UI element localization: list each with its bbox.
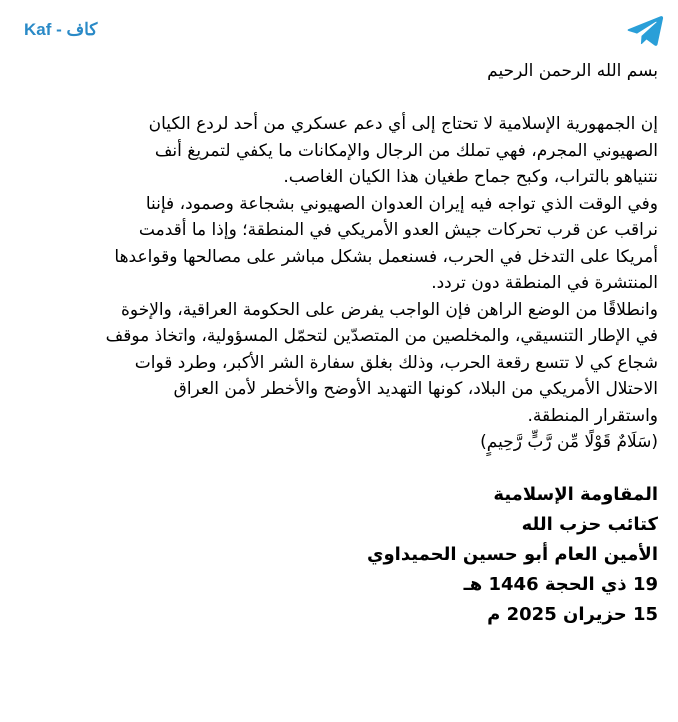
quran-quote: (سَلَامٌ قَوْلًا مِّن رَّبٍّ رَّحِيمٍ) <box>480 432 658 452</box>
paragraph-gap <box>18 85 658 112</box>
message-line: الاحتلال الأمريكي من البلاد، كونها التهديد الأوضح والأخطر لأمن العراق <box>173 379 658 399</box>
message-line: نراقب عن قرب تحركات جيش العدو الأمريكي في المنطقة؛ وإذا ما أقدمت <box>138 220 658 240</box>
message-line: وفي الوقت الذي تواجه فيه إيران العدوان الصهيوني بشجاعة وصمود، فإننا <box>145 193 658 214</box>
message-line: الصهيوني المجرم، فهي تملك من الرجال والإمكانات ما يكفي لتمريغ أنف <box>154 140 658 161</box>
basmala: بسم الله الرحمن الرحيم <box>487 61 658 81</box>
signature-org: المقاومة الإسلامية <box>493 483 658 505</box>
channel-name[interactable] <box>24 20 97 40</box>
telegram-plane-shape <box>628 16 663 46</box>
message-line: واستقرار المنطقة. <box>527 405 658 426</box>
message-line: في الإطار التنسيقي، والمخلصين من المتصدّين لتحمّل المسؤولية، واتخاذ موقف <box>105 326 658 346</box>
signature-gregorian-date: 15 حزيران 2025 م <box>487 603 658 625</box>
message-line: المنتشرة في المنطقة دون تردد. <box>431 273 658 293</box>
signature-block <box>18 480 658 630</box>
message-line: وانطلاقًا من الوضع الراهن فإن الواجب يفرض على الحكومة العراقية، والإخوة <box>121 299 658 320</box>
message-body <box>18 58 658 630</box>
telegram-icon[interactable] <box>626 14 664 48</box>
message-line: أمريكا على التدخل في الحرب، فسنعمل بشكل مباشر على مصالحها وقواعدها <box>114 246 658 267</box>
message-line: نتنياهو بالتراب، وكبح جماح طغيان هذا الكيان الغاصب. <box>283 167 658 187</box>
message-line: إن الجمهورية الإسلامية لا تحتاج إلى أي دعم عسكري من أحد لردع الكيان <box>148 114 658 134</box>
signature-leader: الأمين العام أبو حسين الحميداوي <box>367 543 658 565</box>
channel-name-text: Kaf - كاف <box>24 20 98 39</box>
message-line: شجاع كي لا تتسع رقعة الحرب، وذلك بغلق سفارة الشر الأكبر، وطرد قوات <box>134 352 658 373</box>
signature-brigade: كتائب حزب الله <box>521 513 658 535</box>
signature-hijri-date: 19 ذي الحجة 1446 هـ <box>463 573 658 595</box>
